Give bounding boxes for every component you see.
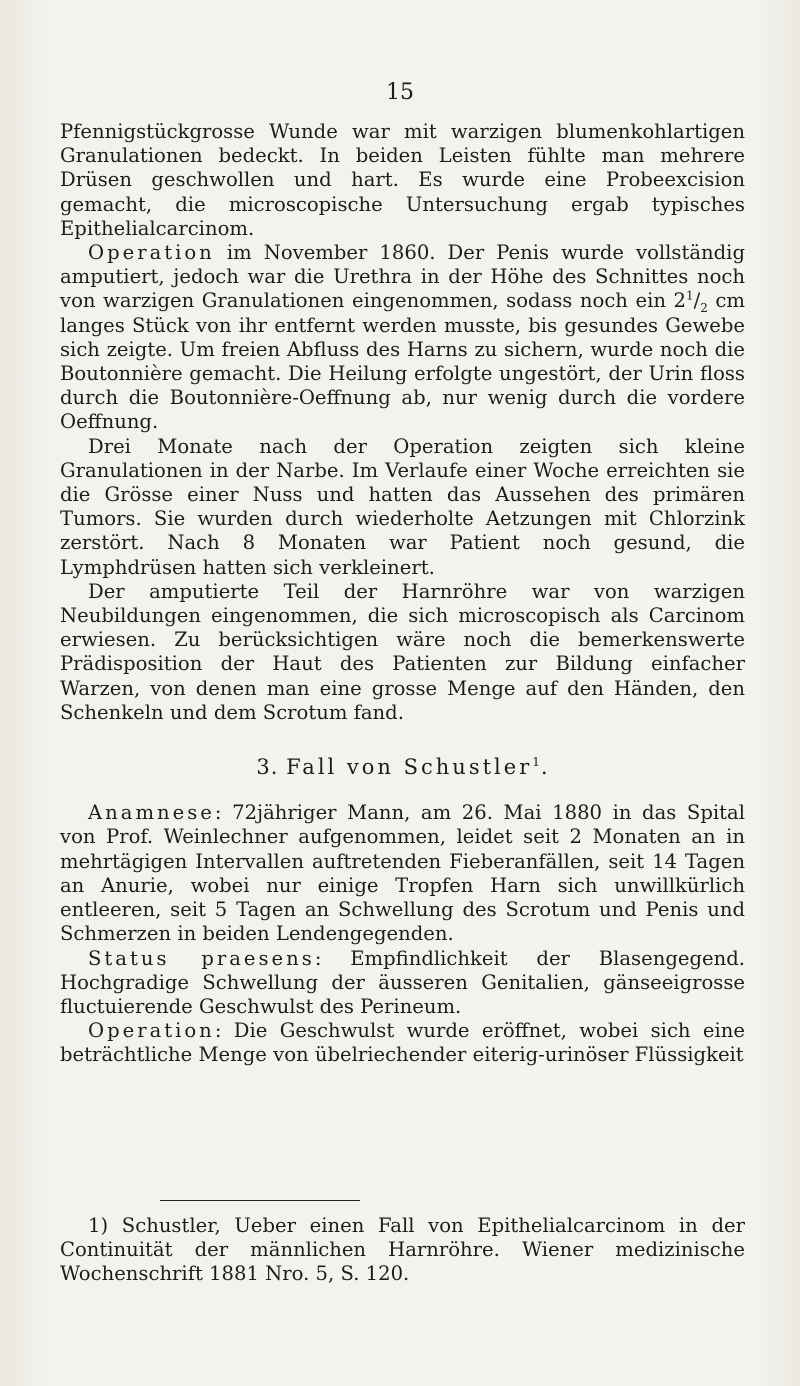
paragraph-1: Pfennigstückgrosse Wunde war mit warzigen blumenkohlartigen Granulationen bedeckt. In beiden Leisten fühlte man mehrere Drüsen geschwollen und hart. Es wurde eine Probeexcision gemacht, die microscopische Untersuchung ergab typisches Epithelialcarcinom. [60,120,745,240]
fraction-numerator: 1 [685,288,694,303]
section-heading [60,755,745,779]
paragraph-status [60,947,745,1020]
operation-text-a: im November 1860. Der Penis wurde vollständig amputiert, jedoch war die Urethra in der Höhe des Schnittes noch von warzigen Granulationen eingenommen, sodass noch ein 2 [60,241,745,313]
anamnese-text: : 72jähriger Mann, am 26. Mai 1880 in das Spital von Prof. Weinlechner aufgenommen, leidet seit 2 Monaten an in mehrtägigen Intervallen auftretenden Fieberanfällen, seit 14 Tagen an Anurie, wobei nur einige Tropfen Harn sich unwillkürlich entleeren, seit 5 Tagen an Schwellung des Scrotum und Penis und Schmerzen in beiden Lendengegenden. [60,801,745,946]
section-number: 3. [256,755,279,780]
paragraph-anamnese [60,801,745,946]
section-title: Fall von Schustler [286,755,533,780]
section-footnote-mark: 1 [532,755,541,770]
footnote [60,1214,745,1287]
body-text [60,120,745,1068]
anamnese-lead: Anamnese [88,801,215,825]
paragraph-4: Der amputierte Teil der Harnröhre war von warzigen Neubildungen eingenommen, die sich microscopisch als Carcinom erwiesen. Zu berücksichtigen wäre noch die bemerkenswerte Prädisposition der Haut des Patienten zur Bildung einfacher Warzen, von denen man eine grosse Menge auf den Händen, den Schenkeln und dem Scrotum fand. [60,579,745,724]
status-lead: Status praesens [88,946,315,970]
status-text: : Empfindlichkeit der Blasengegend. Hochgradige Schwellung der äusseren Genitalien, gänseeigrosse fluctuierende Geschwulst des Perineum. [60,946,745,1018]
paragraph-3: Drei Monate nach der Operation zeigten sich kleine Granulationen in der Narbe. Im Verlaufe einer Woche erreichten sie die Grösse einer Nuss und hatten das Aussehen des primären Tumors. Sie wurden durch wiederholte Aetzungen mit Chlorzink zerstört. Nach 8 Monaten war Patient noch gesund, die Lymphdrüsen hatten sich verkleinert. [60,434,745,579]
paragraph-operation-2 [60,1019,745,1067]
footnote-mark: 1) [88,1214,109,1237]
footnote-divider [160,1200,360,1201]
paragraph-operation: Operation im November 1860. Der Penis wurde vollständig amputiert, jedoch war die Urethra in der Höhe des Schnittes noch von warzigen Granulationen eingenommen, sodass noch ein $2^1/_2$ cm langes Stück von ihr entfernt werden musste, bis gesundes Gewebe sich zeigte. Um freien Abfluss des Harns zu sichern, wurde noch die Boutonnière gemacht. Die Heilung erfolgte ungestört, der Urin floss durch die Boutonnière-Oeffnung ab, nur wenig durch die vordere Oeffnung. [60,241,745,434]
operation-text-b: cm langes Stück von ihr entfernt werden musste, bis gesundes Gewebe sich zeigte. Um freien Abfluss des Harns zu sichern, wurde noch die Boutonnière gemacht. Die Heilung erfolgte ungestört, der Urin floss durch die Boutonnière-Oeffnung ab, nur wenig durch die vordere Oeffnung. [60,289,745,434]
operation-lead: Operation [88,241,215,265]
page-number: 15 [386,80,414,105]
operation2-text: : Die Geschwulst wurde eröffnet, wobei sich eine beträchtliche Menge von übelriechender eiterig-urinöser Flüssigkeit [60,1019,745,1067]
footnote-entry [60,1214,745,1287]
section-suffix: . [540,755,549,780]
operation2-lead: Operation [88,1019,215,1043]
fraction-denominator: 2 [700,301,708,316]
footnote-text: Schustler, Ueber einen Fall von Epithelialcarcinom in der Continuität der männlichen Harnröhre. Wiener medizinische Wochenschrift 1881 Nro. 5, S. 120. [60,1214,745,1286]
